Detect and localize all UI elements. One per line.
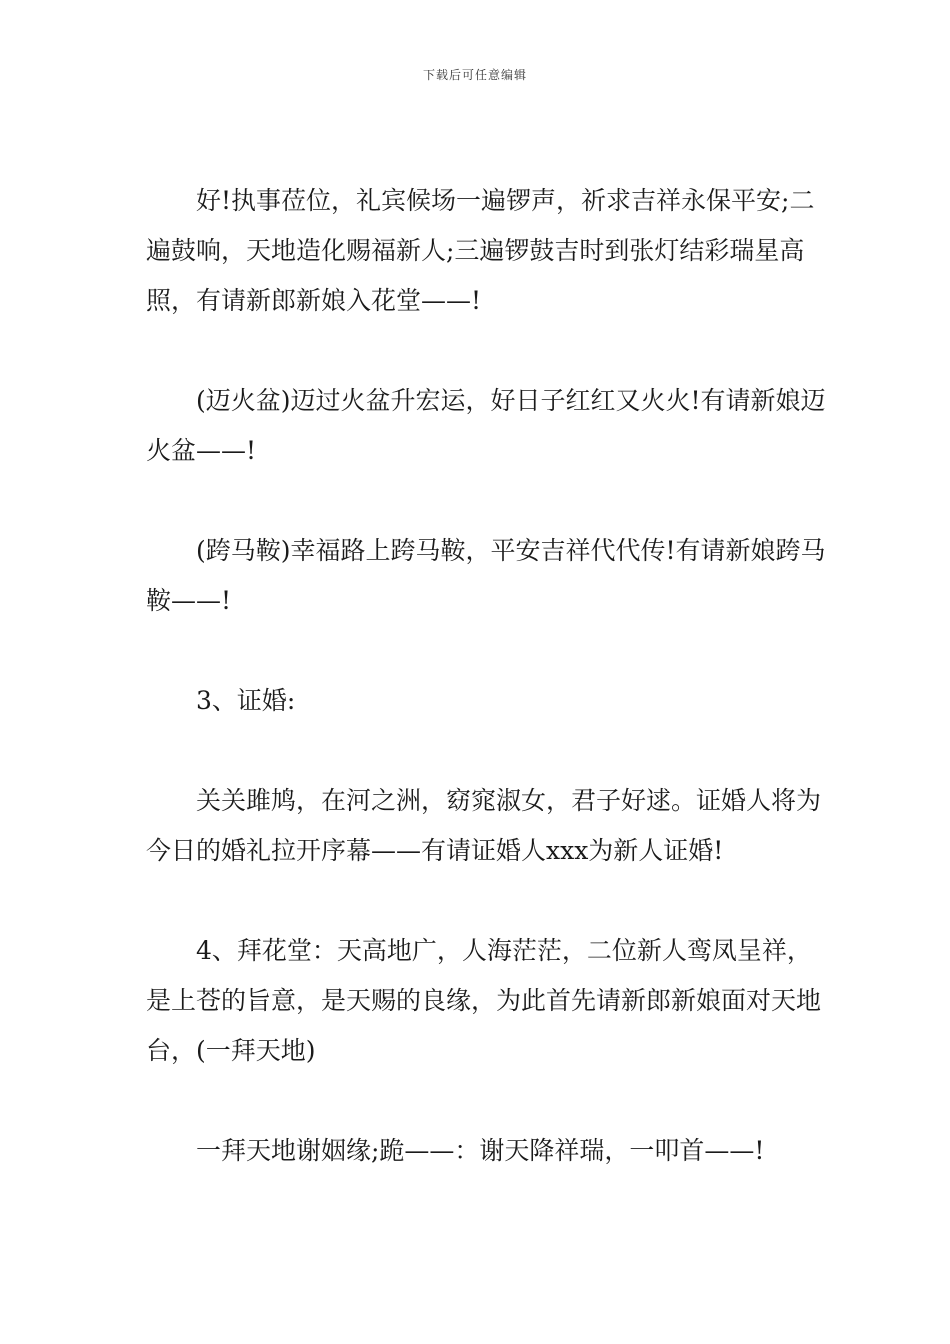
paragraph-witness: 关关雎鸠，在河之洲，窈窕淑女，君子好逑。证婚人将为今日的婚礼拉开序幕——有请证婚人xxx为新人证婚!: [146, 786, 822, 865]
paragraph-opening: 好!执事莅位，礼宾候场一遍锣声，祈求吉祥永保平安;二遍鼓响，天地造化赐福新人;三遍锣鼓吉时到张灯结彩瑞星高照，有请新郎新娘入花堂——!: [146, 186, 815, 315]
header-note: 下载后可任意编辑: [422, 68, 527, 82]
paragraph-saddle: (跨马鞍)幸福路上跨马鞍，平安吉祥代代传!有请新娘跨马鞍——!: [146, 536, 826, 615]
paragraph-worship-hall: 4、拜花堂：天高地广，人海茫茫，二位新人鸾凤呈祥，是上苍的旨意，是天赐的良缘，为此首先请新郎新娘面对天地台，(一拜天地): [146, 936, 822, 1065]
document-body: [146, 176, 836, 1226]
section-heading-witness: 3、证婚:: [196, 686, 296, 715]
paragraph-fire-basin: (迈火盆)迈过火盆升宏运，好日子红红又火火!有请新娘迈火盆——!: [146, 386, 826, 465]
paragraph-first-bow: 一拜天地谢姻缘;跪——：谢天降祥瑞，一叩首——!: [196, 1136, 765, 1165]
